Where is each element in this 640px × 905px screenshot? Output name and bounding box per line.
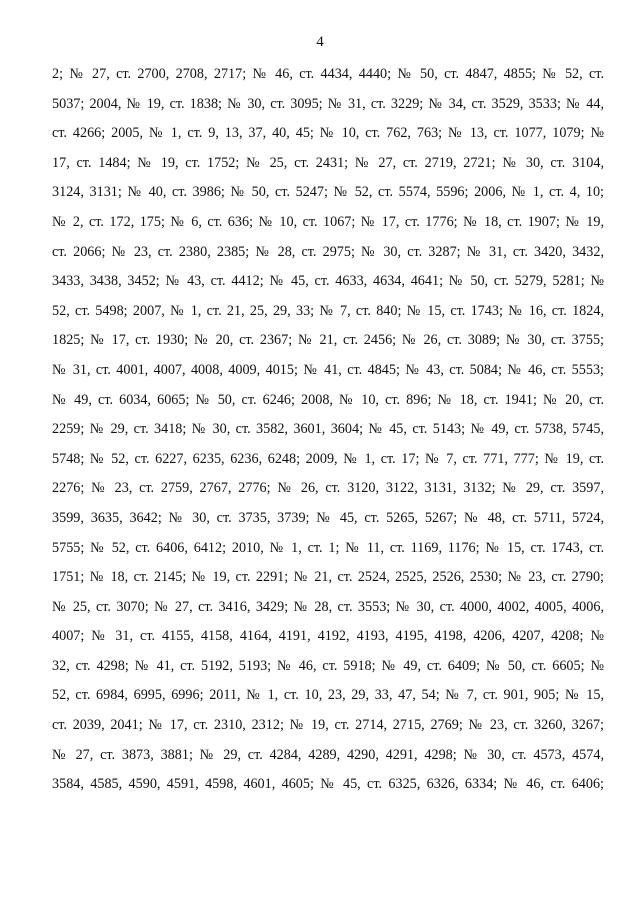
text-line: № 49, ст. 6034, 6065; № 50, ст. 6246; 2008, № 10, ст. 896; № 18, ст. 1941; № 20, ст. bbox=[52, 391, 604, 408]
text-line: 4007; № 31, ст. 4155, 4158, 4164, 4191, 4192, 4193, 4195, 4198, 4206, 4207, 4208; № bbox=[52, 628, 604, 645]
text-line: ст. 2039, 2041; № 17, ст. 2310, 2312; № 19, ст. 2714, 2715, 2769; № 23, ст. 3260, 3267; bbox=[52, 717, 604, 734]
text-line: 1751; № 18, ст. 2145; № 19, ст. 2291; № 21, ст. 2524, 2525, 2526, 2530; № 23, ст. 2790; bbox=[52, 569, 604, 586]
text-line: 52, ст. 5498; 2007, № 1, ст. 21, 25, 29, 33; № 7, ст. 840; № 15, ст. 1743; № 16, ст. 1824, bbox=[52, 302, 604, 319]
text-line: № 27, ст. 3873, 3881; № 29, ст. 4284, 4289, 4290, 4291, 4298; № 30, ст. 4573, 4574, bbox=[52, 746, 604, 763]
text-line: 2259; № 29, ст. 3418; № 30, ст. 3582, 3601, 3604; № 45, ст. 5143; № 49, ст. 5738, 5745, bbox=[52, 421, 604, 438]
text-line: № 31, ст. 4001, 4007, 4008, 4009, 4015; № 41, ст. 4845; № 43, ст. 5084; № 46, ст. 5553; bbox=[52, 361, 604, 378]
text-line: 17, ст. 1484; № 19, ст. 1752; № 25, ст. 2431; № 27, ст. 2719, 2721; № 30, ст. 3104, bbox=[52, 154, 604, 171]
text-line: 5037; 2004, № 19, ст. 1838; № 30, ст. 3095; № 31, ст. 3229; № 34, ст. 3529, 3533; № 44, bbox=[52, 95, 604, 112]
text-line: 2276; № 23, ст. 2759, 2767, 2776; № 26, ст. 3120, 3122, 3131, 3132; № 29, ст. 3597, bbox=[52, 480, 604, 497]
text-line: 3584, 4585, 4590, 4591, 4598, 4601, 4605; № 45, ст. 6325, 6326, 6334; № 46, ст. 6406; bbox=[52, 776, 604, 793]
text-line: 32, ст. 4298; № 41, ст. 5192, 5193; № 46, ст. 5918; № 49, ст. 6409; № 50, ст. 6605; № bbox=[52, 657, 604, 674]
page-number: 4 bbox=[316, 34, 324, 50]
body-text bbox=[52, 64, 604, 804]
text-line: 2; № 27, ст. 2700, 2708, 2717; № 46, ст. 4434, 4440; № 50, ст. 4847, 4855; № 52, ст. bbox=[52, 66, 604, 82]
text-line: 3599, 3635, 3642; № 30, ст. 3735, 3739; № 45, ст. 5265, 5267; № 48, ст. 5711, 5724, bbox=[52, 509, 604, 526]
text-line: ст. 2066; № 23, ст. 2380, 2385; № 28, ст. 2975; № 30, ст. 3287; № 31, ст. 3420, 3432, bbox=[52, 243, 604, 260]
text-line: 3433, 3438, 3452; № 43, ст. 4412; № 45, ст. 4633, 4634, 4641; № 50, ст. 5279, 5281; № bbox=[52, 273, 604, 290]
text-line: 5755; № 52, ст. 6406, 6412; 2010, № 1, ст. 1; № 11, ст. 1169, 1176; № 15, ст. 1743, ст. bbox=[52, 539, 604, 556]
text-line: № 25, ст. 3070; № 27, ст. 3416, 3429; № 28, ст. 3553; № 30, ст. 4000, 4002, 4005, 4006, bbox=[52, 598, 604, 615]
text-line: 5748; № 52, ст. 6227, 6235, 6236, 6248; 2009, № 1, ст. 17; № 7, ст. 771, 777; № 19, ст. bbox=[52, 450, 604, 467]
text-line: 3124, 3131; № 40, ст. 3986; № 50, ст. 5247; № 52, ст. 5574, 5596; 2006, № 1, ст. 4, 10; bbox=[52, 184, 604, 201]
text-line: ст. 4266; 2005, № 1, ст. 9, 13, 37, 40, 45; № 10, ст. 762, 763; № 13, ст. 1077, 1079; № bbox=[52, 125, 604, 142]
text-line: 1825; № 17, ст. 1930; № 20, ст. 2367; № 21, ст. 2456; № 26, ст. 3089; № 30, ст. 3755; bbox=[52, 332, 604, 349]
text-line: № 2, ст. 172, 175; № 6, ст. 636; № 10, ст. 1067; № 17, ст. 1776; № 18, ст. 1907; № 19, bbox=[52, 213, 604, 230]
text-line: 52, ст. 6984, 6995, 6996; 2011, № 1, ст. 10, 23, 29, 33, 47, 54; № 7, ст. 901, 905; № 15, bbox=[52, 687, 604, 704]
